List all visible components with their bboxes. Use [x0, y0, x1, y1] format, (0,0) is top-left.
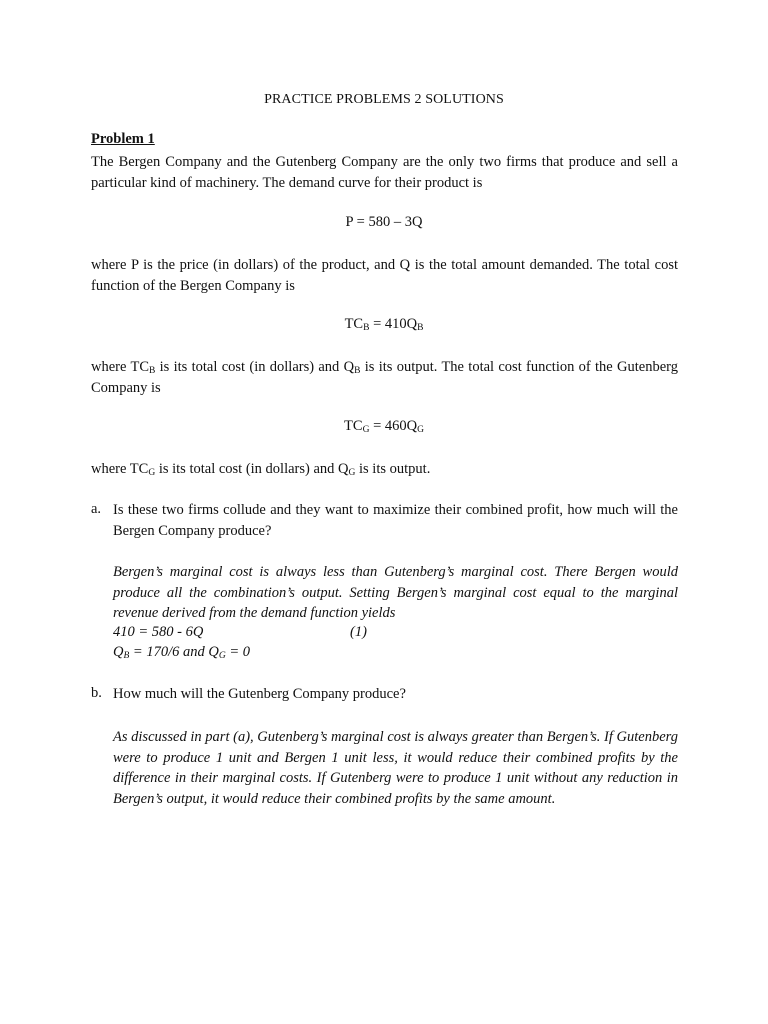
- gutenberg-cost-equation: [0, 418, 768, 435]
- question-a-result-part-2: = 170/6 and Q: [129, 644, 219, 660]
- question-a-text: Is these two firms collude and they want to maximize their combined profit, how much will the Bergen Company produce?: [113, 502, 678, 539]
- question-b-text: How much will the Gutenberg Company produce?: [113, 686, 406, 702]
- gutenberg-explanation-part-2: is its total cost (in dollars) and Q: [155, 461, 349, 477]
- bergen-explanation-part-1: where TC: [91, 359, 149, 375]
- bergen-cost-equation: [0, 316, 768, 333]
- bergen-cost-lhs: TC: [344, 316, 364, 332]
- bergen-explanation-part-3: is its output. The total cost function of the Gutenberg Company is: [91, 359, 678, 396]
- demand-equation: P = 580 – 3Q: [345, 214, 423, 230]
- bergen-explanation: [91, 357, 678, 398]
- question-a-result-sub-1: B: [123, 651, 130, 661]
- page-title: PRACTICE PROBLEMS 2 SOLUTIONS: [264, 92, 504, 107]
- gutenberg-explanation-sub-2: G: [348, 468, 356, 478]
- question-a-result-part-1: Q: [113, 644, 124, 660]
- question-a-result-sub-2: G: [218, 651, 226, 661]
- gutenberg-cost-lhs: TC: [344, 418, 363, 434]
- gutenberg-cost-lhs-sub: G: [362, 425, 370, 435]
- bergen-cost-lhs-sub: B: [363, 323, 370, 333]
- question-a-equation: 410 = 580 - 6Q: [113, 624, 204, 640]
- question-a-equation-ref: (1): [350, 624, 367, 640]
- gutenberg-explanation-sub-1: G: [148, 468, 156, 478]
- gutenberg-explanation: [91, 459, 678, 480]
- question-a-marker: a.: [91, 501, 102, 517]
- question-a-answer: Bergen’s marginal cost is always less than Gutenberg’s marginal cost. There Bergen would produce all the combination’s output. Setting Bergen’s marginal cost equal to the marginal revenue derived from the demand function yields: [113, 564, 678, 621]
- bergen-explanation-sub-2: B: [354, 366, 361, 376]
- problem-heading: Problem 1: [91, 131, 155, 147]
- bergen-cost-rhs-sub: B: [417, 323, 424, 333]
- question-b-marker: b.: [91, 685, 102, 701]
- gutenberg-explanation-part-1: where TC: [91, 461, 149, 477]
- bergen-cost-rhs: = 410Q: [369, 316, 418, 332]
- question-a-result-part-3: = 0: [225, 644, 251, 660]
- gutenberg-cost-rhs: = 460Q: [369, 418, 418, 434]
- demand-explanation: where P is the price (in dollars) of the product, and Q is the total amount demanded. The total cost function of the Bergen Company is: [91, 257, 678, 294]
- gutenberg-explanation-part-3: is its output.: [355, 461, 431, 477]
- gutenberg-cost-rhs-sub: G: [417, 425, 424, 435]
- bergen-explanation-part-2: is its total cost (in dollars) and Q: [155, 359, 355, 375]
- question-b-answer: As discussed in part (a), Gutenberg’s marginal cost is always greater than Bergen’s. If Gutenberg were to produce 1 unit and Bergen 1 unit less, it would reduce their combined profits by the difference in their marginal costs. If Gutenberg were to produce 1 unit without any reduction in Bergen’s output, it would reduce their combined profits by the same amount.: [113, 729, 678, 807]
- bergen-explanation-sub-1: B: [149, 366, 156, 376]
- problem-intro: The Bergen Company and the Gutenberg Company are the only two firms that produce and sell a particular kind of machinery. The demand curve for their product is: [91, 154, 678, 191]
- question-a-result: [113, 644, 250, 661]
